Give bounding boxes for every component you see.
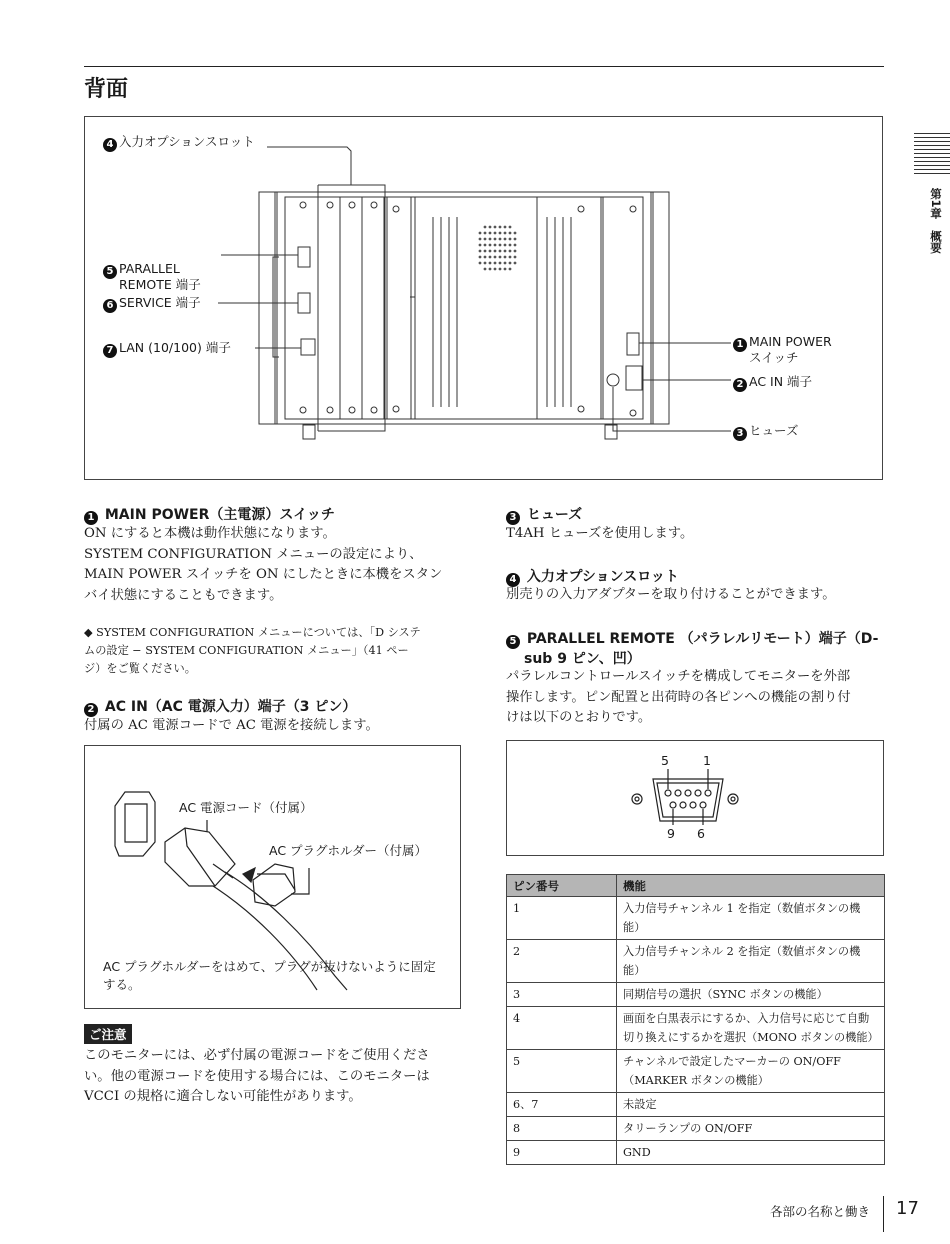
table-row: [507, 1141, 885, 1165]
function-cell: タリーランプの ON/OFF: [617, 1117, 885, 1141]
section-main-power-body: ON にすると本機は動作状態になります。 SYSTEM CONFIGURATION メニューの設定により、 MAIN POWER スイッチを ON にしたときに本機をスタン バイ状態にすることもできます。: [84, 526, 443, 603]
table-header-row: [507, 875, 885, 897]
pin-cell: 8: [507, 1117, 617, 1141]
pin-cell: 3: [507, 983, 617, 1007]
section-parallel-remote-heading-2: sub 9 ピン、凹）: [524, 651, 641, 667]
table-row: [507, 897, 885, 940]
pin-label-9: 9: [667, 826, 675, 841]
section-title: AC IN（AC 電源入力）端子（3 ピン）: [104, 699, 357, 715]
pin-label-1: 1: [703, 753, 711, 768]
section-ac-in-body: 付属の AC 電源コードで AC 電源を接続します。: [84, 718, 379, 733]
page-title: 背面: [84, 77, 129, 102]
callout-fuse: [733, 423, 798, 441]
callout-label: MAIN POWER スイッチ: [749, 334, 832, 365]
header-pin-number: ピン番号: [507, 875, 617, 897]
callout-label: PARALLEL REMOTE 端子: [119, 261, 201, 292]
callout-number: 1: [733, 338, 747, 352]
section-parallel-remote-body: パラレルコントロールスイッチを構成してモニターを外部 操作します。ピン配置と出荷時の各ピンへの機能の割り付 けは以下のとおりです。: [506, 669, 851, 725]
dsub-connector-figure: [506, 740, 884, 856]
section-title: MAIN POWER（主電源）スイッチ: [104, 507, 335, 523]
callout-parallel-remote: [103, 245, 201, 293]
callout-label: ヒューズ: [749, 423, 799, 438]
callout-number: 6: [103, 299, 117, 313]
pin-cell: 1: [507, 897, 617, 940]
callout-label: LAN (10/100) 端子: [119, 340, 231, 355]
callout-number: 7: [103, 344, 117, 358]
caution-badge: ご注意: [84, 1024, 132, 1044]
function-cell: チャンネルで設定したマーカーの ON/OFF （MARKER ボタンの機能）: [617, 1050, 885, 1093]
section-title: PARALLEL REMOTE （パラレルリモート）端子（D-: [526, 631, 879, 647]
function-cell: 未設定: [617, 1093, 885, 1117]
callout-label: 入力オプションスロット: [119, 134, 255, 149]
caution-body: このモニターには、必ず付属の電源コードをご使用くださ い。他の電源コードを使用する場合には、このモニターは VCCI の規格に適合しない可能性があります。: [84, 1048, 430, 1104]
callout-lan: [103, 340, 231, 358]
ac-plug-figure: [84, 745, 461, 1009]
section-main-power-heading: [84, 504, 335, 525]
callout-option-slot: [103, 134, 255, 152]
footer-section-name: 各部の名称と働き: [770, 1204, 871, 1219]
function-cell: 画面を白黒表示にするか、入力信号に応じて自動 切り換えにするかを選択（MONO ボタンの機能）: [617, 1007, 885, 1050]
callout-number: 5: [103, 265, 117, 279]
table-row: [507, 1050, 885, 1093]
pin-cell: 9: [507, 1141, 617, 1165]
section-number: 4: [506, 573, 520, 587]
function-cell: 入力信号チャンネル 1 を指定（数値ボタンの機 能）: [617, 897, 885, 940]
section-main-power-note: ◆ SYSTEM CONFIGURATION メニューについては、「D システ ムの設定 − SYSTEM CONFIGURATION メニュー」（41 ペー ジ）をご覧ください。: [84, 626, 421, 675]
ac-holder-label: AC プラグホルダー（付属）: [269, 843, 428, 858]
section-title: 入力オプションスロット: [526, 569, 679, 585]
pin-label-6: 6: [697, 826, 705, 841]
section-title: ヒューズ: [526, 507, 583, 523]
callout-ac-in: [733, 374, 812, 392]
callout-service: [103, 295, 201, 313]
rear-panel-figure: [84, 116, 883, 480]
table-row: [507, 1117, 885, 1141]
section-fuse-body: T4AH ヒューズを使用します。: [506, 526, 694, 541]
section-option-slot-body: 別売りの入力アダプターを取り付けることができます。: [506, 587, 836, 602]
table-row: [507, 1007, 885, 1050]
function-cell: 入力信号チャンネル 2 を指定（数値ボタンの機 能）: [617, 940, 885, 983]
section-number: 3: [506, 511, 520, 525]
pin-cell: 6、7: [507, 1093, 617, 1117]
section-number: 1: [84, 511, 98, 525]
section-ac-in-heading: [84, 696, 356, 717]
top-rule: [84, 66, 884, 67]
callout-label: SERVICE 端子: [119, 295, 201, 310]
pin-cell: 4: [507, 1007, 617, 1050]
section-number: 2: [84, 703, 98, 717]
callout-number: 2: [733, 378, 747, 392]
pin-label-5: 5: [661, 753, 669, 768]
section-option-slot-heading: [506, 566, 679, 587]
footer-divider: [883, 1196, 884, 1232]
pin-cell: 5: [507, 1050, 617, 1093]
ac-plug-caption: AC プラグホルダーをはめて、プラグが抜けないように固定 する。: [103, 959, 436, 992]
chapter-tab-lines: [914, 133, 950, 177]
header-function: 機能: [617, 875, 885, 897]
function-cell: 同期信号の選択（SYNC ボタンの機能）: [617, 983, 885, 1007]
pin-function-table: [506, 874, 885, 1165]
section-fuse-heading: [506, 504, 582, 525]
section-number: 5: [506, 635, 520, 649]
ac-cord-label: AC 電源コード（付属）: [179, 800, 313, 815]
function-cell: GND: [617, 1141, 885, 1165]
callout-main-power: [733, 334, 832, 366]
section-parallel-remote-heading: [506, 628, 878, 649]
page-number: 17: [896, 1198, 919, 1219]
table-row: [507, 940, 885, 983]
callout-number: 3: [733, 427, 747, 441]
dsub-connector-drawing: [507, 741, 885, 857]
callout-number: 4: [103, 138, 117, 152]
table-row: [507, 983, 885, 1007]
chapter-label: 第1章 概要: [929, 188, 943, 254]
table-row: [507, 1093, 885, 1117]
pin-cell: 2: [507, 940, 617, 983]
callout-label: AC IN 端子: [749, 374, 813, 389]
